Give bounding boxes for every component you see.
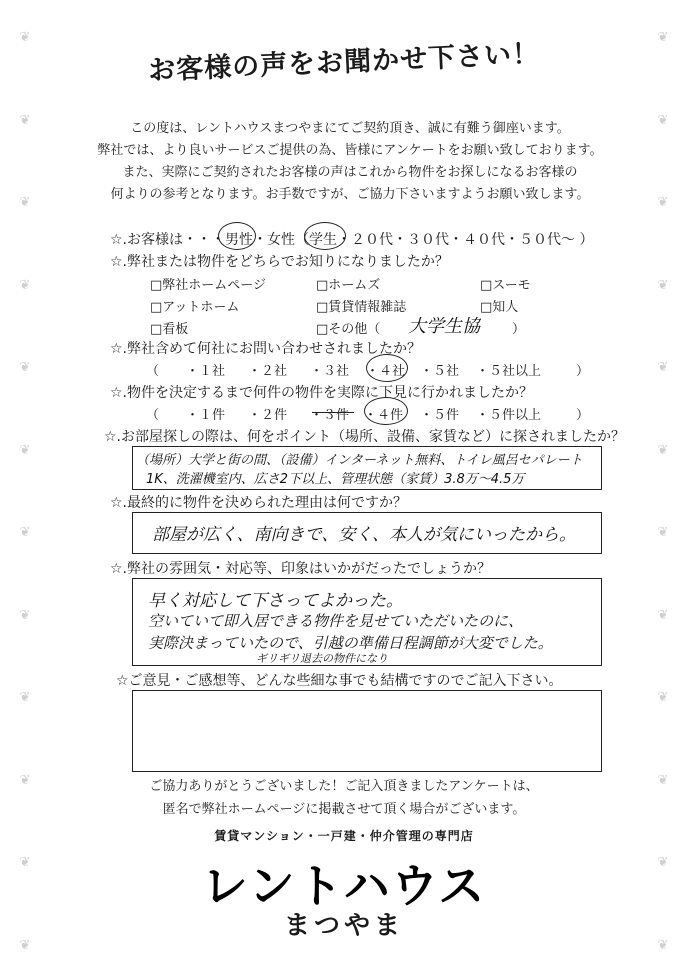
- q1-label: ☆.お客様は・・・: [110, 232, 226, 248]
- page-title: お客様の声をお聞かせ下さい！: [147, 38, 541, 87]
- q7-answer-line: 空いていて即入居できる物件を見せていただいたのに、: [148, 612, 524, 630]
- q5-answer-line: 1K、洗濯機室内、広さ2下以上、管理状態（家賃）3.8万～4.5万: [146, 472, 525, 487]
- q4-answer: ・５件以上: [476, 408, 542, 423]
- q3-answer: ・１社: [186, 364, 226, 379]
- q3-paren: ）: [576, 364, 590, 379]
- q7-label: ☆.弊社の雰囲気・対応等、印象はいかがだったでしょうか？: [110, 561, 491, 577]
- left-border-pattern: ❦ ❦ ❦ ❦ ❦ ❦ ❦ ❦ ❦ ❦ ❦ ❦: [19, 30, 31, 953]
- q3-paren: （: [146, 364, 160, 379]
- q3-answer: ・５社以上: [476, 364, 542, 379]
- q1-student: 学生: [309, 232, 338, 248]
- circle-male: [218, 222, 256, 250]
- footer-notice: 匿名で弊社ホームページに掲載させて頂く場合がございます。: [162, 802, 526, 817]
- question-customer-type: [110, 229, 593, 249]
- circle-student: [304, 222, 346, 250]
- q2-other-answer: 大学生協: [408, 316, 480, 337]
- intro-line: この度は、レントハウスまつやまにてご契約頂き、誠に有難う御座います。: [130, 121, 570, 136]
- q1-ages: ・２０代・３０代・４０代・５０代～ ）: [337, 232, 594, 248]
- circle-4-companies: [366, 354, 408, 382]
- intro-line: また、実際にご契約されたお客様の声はこれから物件をお探しになるお客様の: [122, 165, 578, 180]
- q5-answer-line: （場所）大学と街の間、（設備）インターネット無料、トイレ風呂セパレート: [136, 453, 583, 468]
- q7-answer-line: 早く対応して下さってよかった。: [148, 591, 403, 611]
- q4-answer: ・５件: [420, 408, 460, 423]
- footer-tagline: 賃貸マンション・一戸建・仲介管理の専門店: [214, 829, 474, 843]
- q2-option: ）: [512, 322, 526, 337]
- company-logo-sub: まつやま: [283, 911, 404, 941]
- q2-option: □アットホーム: [150, 300, 240, 315]
- q1-separator: ・: [253, 232, 268, 248]
- q3-answer: ・４社: [366, 364, 406, 379]
- right-border-pattern: ❦ ❦ ❦ ❦ ❦ ❦ ❦ ❦ ❦ ❦ ❦ ❦: [657, 30, 669, 953]
- q4-label: ☆.物件を決定するまで何件の物件を実際に下見に行かれましたか？: [110, 385, 533, 401]
- q2-option: □賃貸情報雑誌: [316, 300, 407, 315]
- q2-option: □その他（: [316, 322, 381, 337]
- q4-paren: ）: [576, 408, 590, 423]
- strike-3-properties: [312, 412, 354, 413]
- q6-label: ☆.最終的に物件を決められた理由は何ですか？: [110, 495, 407, 511]
- company-logo: レントハウス: [201, 859, 487, 913]
- q4-answer: ・１件: [186, 408, 226, 423]
- q5-label: ☆.お部屋探しの際は、何をポイント（場所、設備、家賃など）に探されましたか？: [104, 429, 625, 445]
- q4-answer: ・３件: [310, 408, 350, 423]
- q3-answer: ・２社: [248, 364, 288, 379]
- q4-answer: ・４件: [364, 408, 404, 423]
- q2-option: □ホームズ: [316, 278, 381, 293]
- q8-label: ☆ご意見・ご感想等、どんな些細な事でも結構ですのでご記入下さい。: [116, 673, 563, 689]
- intro-line: 弊社では、より良いサービスご提供の為、皆様にアンケートをお願い致しております。: [97, 143, 603, 158]
- footer-thanks: ご協力ありがとうございました！ご記入頂きましたアンケートは、: [149, 779, 539, 794]
- q8-answer-box: [132, 690, 602, 772]
- intro-text: [60, 118, 640, 206]
- q3-label: ☆.弊社含めて何社にお問い合わせされましたか？: [110, 341, 421, 357]
- q7-answer-line: 実際決まっていたので、引越の準備日程調節が大変でした。: [148, 634, 553, 652]
- q2-option: □スーモ: [480, 278, 531, 293]
- q6-answer: 部屋が広く、南向きで、安く、本人が気にいったから。: [152, 525, 576, 545]
- q2-option: □知人: [480, 300, 519, 315]
- q2-label: ☆.弊社または物件をどちらでお知りになりましたか？: [110, 254, 449, 270]
- circle-4-properties: [364, 397, 408, 425]
- q7-answer-insert: ギリギリ退去の物件になり: [256, 652, 388, 665]
- q3-answer: ・３社: [310, 364, 350, 379]
- q4-answer: ・２件: [248, 408, 288, 423]
- intro-line: 何よりの参考となります。お手数ですが、ご協力下さいますようお願い致します。: [110, 187, 590, 202]
- q3-answer: ・５社: [420, 364, 460, 379]
- q1-female: 女性: [267, 232, 296, 248]
- q4-paren: （: [146, 408, 160, 423]
- q1-male: 男性: [225, 232, 254, 248]
- q1-paren: （: [295, 232, 310, 248]
- q2-option: □弊社ホームページ: [150, 278, 267, 293]
- q2-option: □看板: [150, 322, 189, 337]
